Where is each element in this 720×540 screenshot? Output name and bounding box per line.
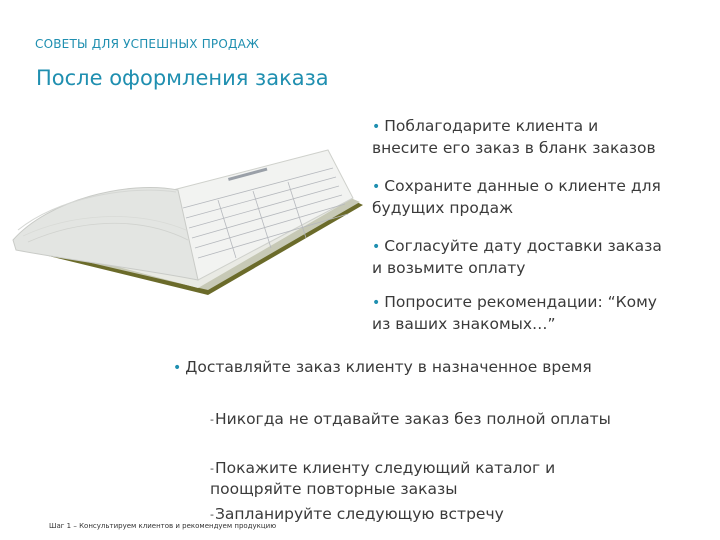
page-title: После оформления заказа bbox=[36, 66, 329, 90]
sub-bullet-item: -Покажите клиенту следующий каталог и поощряйте повторные заказы bbox=[210, 459, 556, 498]
bullet-dot-icon: • bbox=[372, 239, 381, 255]
dash-icon: - bbox=[210, 413, 214, 426]
bullet-item: • Поблагодарите клиента и внесите его заказ в бланк заказов bbox=[372, 117, 656, 157]
dash-icon: - bbox=[210, 508, 214, 521]
main-bullet: • Доставляйте заказ клиенту в назначенное время bbox=[173, 358, 592, 376]
bullet-dot-icon: • bbox=[372, 179, 381, 195]
sub-bullet-item: -Запланируйте следующую встречу bbox=[210, 505, 504, 523]
dash-icon: - bbox=[210, 462, 214, 475]
bullet-item: • Попросите рекомендации: “Кому из ваших знакомых…” bbox=[372, 293, 657, 333]
bullet-item: • Сохраните данные о клиенте для будущих продаж bbox=[372, 177, 661, 217]
bullet-dot-icon: • bbox=[372, 119, 381, 135]
bullet-dot-icon: • bbox=[173, 360, 182, 376]
order-book-icon bbox=[8, 130, 368, 300]
footer-text: Шаг 1 – Консультируем клиентов и рекомендуем продукцию bbox=[49, 522, 277, 530]
section-header: СОВЕТЫ ДЛЯ УСПЕШНЫХ ПРОДАЖ bbox=[35, 37, 260, 51]
sub-bullet-item: -Никогда не отдавайте заказ без полной оплаты bbox=[210, 410, 611, 428]
bullet-dot-icon: • bbox=[372, 295, 381, 311]
bullet-item: • Согласуйте дату доставки заказа и возьмите оплату bbox=[372, 237, 662, 277]
